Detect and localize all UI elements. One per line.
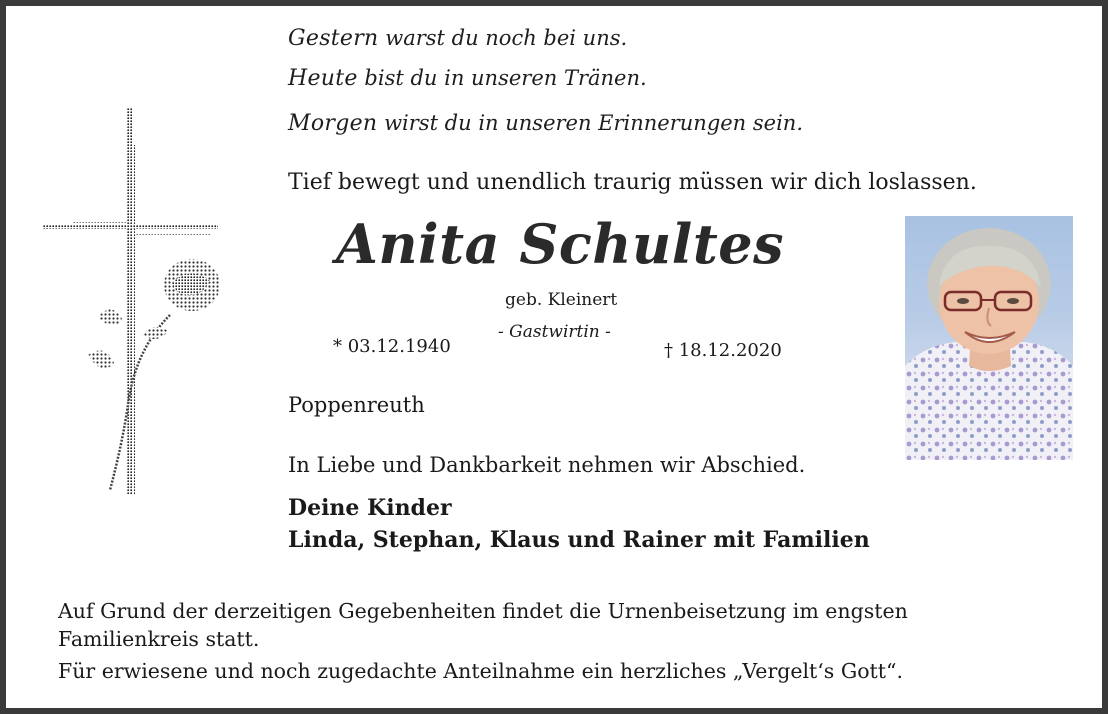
notice-line-1: Auf Grund der derzeitigen Gegebenheiten findet die Urnenbeisetzung im engsten [58, 599, 908, 623]
family-names: Linda, Stephan, Klaus und Rainer mit Familien [288, 527, 870, 553]
occupation: - Gastwirtin - [498, 322, 611, 342]
poem-line-2-text: bist du in unseren Tränen. [364, 66, 647, 90]
deceased-name: Anita Schultes [336, 212, 785, 276]
notice-line-3: Für erwiesene und noch zugedachte Anteilnahme ein herzliches „Vergelt‘s Gott“. [58, 659, 904, 683]
place: Poppenreuth [288, 393, 425, 417]
cross-with-rose-icon [40, 105, 230, 497]
poem-line-3-lead: Morgen [288, 111, 378, 136]
intro-text: Tief bewegt und unendlich traurig müssen wir dich loslassen. [288, 170, 977, 195]
poem-line-1-lead: Gestern [288, 26, 379, 51]
notice-line-2: Familienkreis statt. [58, 627, 260, 651]
family-heading: Deine Kinder [288, 495, 452, 521]
poem-line-3 [288, 111, 803, 136]
portrait-photo [905, 216, 1073, 460]
portrait-illustration [905, 216, 1073, 460]
poem-line-3-text: wirst du in unseren Erinnerungen sein. [384, 111, 804, 135]
birth-name: geb. Kleinert [505, 290, 618, 310]
farewell-text: In Liebe und Dankbarkeit nehmen wir Abschied. [288, 453, 806, 477]
poem-line-2-lead: Heute [288, 66, 358, 91]
poem-line-1-text: warst du noch bei uns. [385, 26, 628, 50]
birth-date: * 03.12.1940 [333, 336, 451, 357]
poem-line-2 [288, 66, 647, 91]
poem-line-1 [288, 26, 627, 51]
death-date: † 18.12.2020 [664, 340, 782, 361]
